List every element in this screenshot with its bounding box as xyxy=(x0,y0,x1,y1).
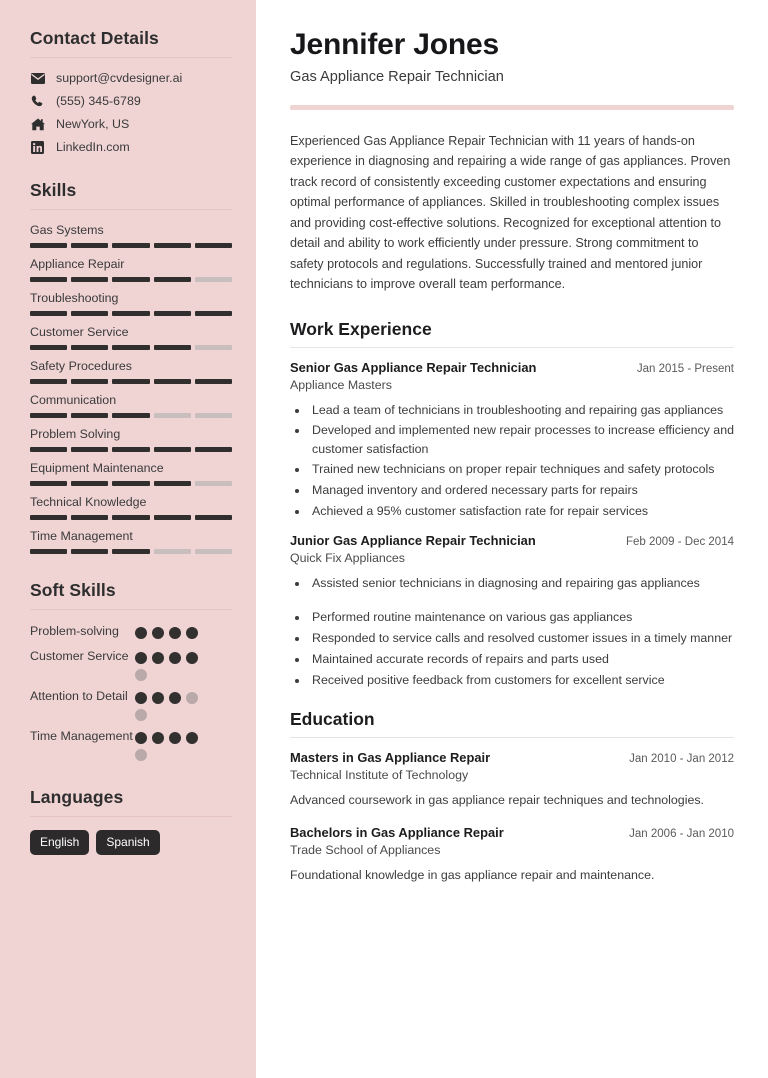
skill-level-segment xyxy=(195,447,232,452)
contact-row[interactable] xyxy=(30,117,232,131)
section-divider xyxy=(30,609,232,610)
skill-level-segment xyxy=(154,311,191,316)
skill-level-segment xyxy=(195,515,232,520)
rating-dot xyxy=(135,669,147,681)
work-bullet: • Achieved a 95% customer satisfaction rate for repair services xyxy=(309,502,734,520)
skill-level-segment xyxy=(71,277,108,282)
envelope-icon xyxy=(30,73,45,84)
skill-level-segment xyxy=(71,413,108,418)
soft-skill-name: Time Management xyxy=(30,728,133,743)
skill-item xyxy=(30,529,232,554)
soft-skill-item xyxy=(30,648,232,681)
skill-name: Technical Knowledge xyxy=(30,495,147,509)
contact-details-section xyxy=(30,28,232,154)
languages-list xyxy=(30,830,232,855)
skill-name: Problem Solving xyxy=(30,427,121,441)
rating-dot xyxy=(152,732,164,744)
skill-name: Equipment Maintenance xyxy=(30,461,164,475)
skill-level-segment xyxy=(195,481,232,486)
skill-level-segment xyxy=(112,481,149,486)
work-bullet: • Assisted senior technicians in diagnosing and repairing gas appliances xyxy=(309,574,734,592)
accent-divider xyxy=(290,105,734,110)
rating-dot xyxy=(186,732,198,744)
education-entry-header xyxy=(290,825,734,840)
work-bullet: • Managed inventory and ordered necessary parts for repairs xyxy=(309,481,734,499)
job-title: Gas Appliance Repair Technician xyxy=(290,68,504,85)
skill-level-bar xyxy=(30,379,232,384)
home-icon xyxy=(30,118,45,131)
section-divider xyxy=(30,816,232,817)
skill-level-segment xyxy=(154,243,191,248)
skill-level-segment xyxy=(71,549,108,554)
skill-item xyxy=(30,359,232,384)
skill-level-segment xyxy=(112,277,149,282)
rating-dot xyxy=(169,652,181,664)
section-divider xyxy=(30,209,232,210)
skill-level-segment xyxy=(112,379,149,384)
skill-name: Time Management xyxy=(30,529,133,543)
contact-value: (555) 345-6789 xyxy=(56,94,141,108)
skills-section xyxy=(30,180,232,554)
soft-skills-heading: Soft Skills xyxy=(30,580,116,600)
skill-level-segment xyxy=(71,515,108,520)
skill-level-segment xyxy=(30,243,67,248)
rating-dot xyxy=(152,652,164,664)
skill-item xyxy=(30,427,232,452)
work-bullet: • Developed and implemented new repair processes to increase efficiency and customer satisfaction xyxy=(309,421,734,457)
skill-level-bar xyxy=(30,447,232,452)
skill-level-segment xyxy=(112,515,149,520)
skills-list xyxy=(30,223,232,554)
skill-level-segment xyxy=(30,447,67,452)
work-entry-company: Quick Fix Appliances xyxy=(290,551,406,566)
work-entry-header xyxy=(290,360,734,375)
rating-dot xyxy=(169,732,181,744)
rating-dot xyxy=(135,692,147,704)
contact-row[interactable] xyxy=(30,71,232,85)
rating-dot xyxy=(135,709,147,721)
rating-dot xyxy=(135,627,147,639)
skill-level-segment xyxy=(112,413,149,418)
skill-item xyxy=(30,257,232,282)
work-entry-dates: Feb 2009 - Dec 2014 xyxy=(625,536,734,549)
skill-level-bar xyxy=(30,345,232,350)
skill-level-segment xyxy=(30,515,67,520)
section-divider xyxy=(290,347,734,348)
skill-item xyxy=(30,291,232,316)
skill-level-segment xyxy=(154,413,191,418)
soft-skill-rating xyxy=(135,688,211,721)
skill-item xyxy=(30,325,232,350)
skill-level-segment xyxy=(154,277,191,282)
rating-dot xyxy=(152,692,164,704)
sidebar xyxy=(0,0,256,1078)
skill-level-segment xyxy=(195,413,232,418)
work-bullet: • Responded to service calls and resolved customer issues in a timely manner xyxy=(309,629,734,647)
rating-dot xyxy=(169,692,181,704)
education-degree: Bachelors in Gas Appliance Repair xyxy=(290,825,504,841)
work-entry xyxy=(290,360,734,520)
education-school: Trade School of Appliances xyxy=(290,843,441,858)
work-entry-bullets xyxy=(309,401,734,520)
bullet-spacer xyxy=(309,595,734,606)
soft-skill-rating xyxy=(135,648,211,681)
soft-skill-name: Attention to Detail xyxy=(30,688,128,703)
education-entry-header xyxy=(290,750,734,765)
soft-skill-item xyxy=(30,728,232,761)
work-bullet: • Performed routine maintenance on various gas appliances xyxy=(309,608,734,626)
education-description: Foundational knowledge in gas appliance repair and maintenance. xyxy=(290,868,655,883)
skill-level-segment xyxy=(195,549,232,554)
languages-heading: Languages xyxy=(30,786,124,807)
skill-level-segment xyxy=(71,243,108,248)
skill-level-bar xyxy=(30,413,232,418)
soft-skill-rating xyxy=(135,623,211,639)
skill-name: Troubleshooting xyxy=(30,291,119,305)
skill-name: Gas Systems xyxy=(30,223,104,237)
skills-heading: Skills xyxy=(30,180,77,200)
skill-item xyxy=(30,495,232,520)
soft-skills-list xyxy=(30,623,232,761)
soft-skill-name: Problem-solving xyxy=(30,624,119,638)
skill-level-segment xyxy=(71,345,108,350)
skill-level-bar xyxy=(30,311,232,316)
contact-details-heading: Contact Details xyxy=(30,28,159,48)
professional-summary: Experienced Gas Appliance Repair Technician with 11 years of hands-on experience in diagnosing and repairing a wide range of gas appliances. Proven track record of consistently exceeding customer expectations and ensuring optimal performance of appliances. Skilled in troubleshooting complex issues and providing cost-effective solutions. Recognized for exceptional attention to detail and ability to work efficiently under pressure. Strong commitment to safety protocols and regulations. Successfully trained and mentored junior technicians to improve overall team performance. xyxy=(290,133,731,292)
skill-level-segment xyxy=(112,549,149,554)
soft-skill-item xyxy=(30,688,232,721)
skill-level-segment xyxy=(154,345,191,350)
education-dates: Jan 2006 - Jan 2010 xyxy=(629,828,734,841)
skill-level-bar xyxy=(30,515,232,520)
education-description: Advanced coursework in gas appliance repair techniques and technologies. xyxy=(290,792,704,807)
languages-section xyxy=(30,787,232,855)
work-entry xyxy=(290,533,734,689)
soft-skills-section xyxy=(30,580,232,761)
contact-value: support@cvdesigner.ai xyxy=(56,71,183,85)
section-divider xyxy=(290,737,734,738)
work-entry-role: Senior Gas Appliance Repair Technician xyxy=(290,359,537,375)
education-entry xyxy=(290,750,734,810)
rating-dot xyxy=(135,732,147,744)
language-badge: English xyxy=(30,830,89,855)
language-badge: Spanish xyxy=(96,830,159,855)
work-entry-dates: Jan 2015 - Present xyxy=(636,362,734,375)
skill-level-segment xyxy=(195,379,232,384)
skill-level-segment xyxy=(112,311,149,316)
skill-level-segment xyxy=(154,379,191,384)
skill-level-bar xyxy=(30,277,232,282)
work-entry-bullets xyxy=(309,574,734,689)
education-heading: Education xyxy=(290,708,375,729)
work-experience-section xyxy=(290,319,734,689)
skill-level-segment xyxy=(195,277,232,282)
work-experience-heading: Work Experience xyxy=(290,318,432,339)
contact-value: NewYork, US xyxy=(56,117,130,131)
education-entry xyxy=(290,825,734,885)
soft-skill-rating xyxy=(135,728,211,761)
skill-name: Communication xyxy=(30,393,117,407)
work-bullet: • Lead a team of technicians in troubleshooting and repairing gas appliances xyxy=(309,401,734,419)
work-bullet: • Received positive feedback from customers for excellent service xyxy=(309,671,734,689)
skill-level-segment xyxy=(154,549,191,554)
rating-dot xyxy=(169,627,181,639)
work-bullet: • Maintained accurate records of repairs and parts used xyxy=(309,650,734,668)
skill-level-segment xyxy=(195,311,232,316)
work-entry-role: Junior Gas Appliance Repair Technician xyxy=(290,533,536,549)
skill-level-segment xyxy=(195,345,232,350)
skill-item xyxy=(30,223,232,248)
skill-level-segment xyxy=(30,549,67,554)
skill-level-segment xyxy=(154,515,191,520)
work-entry-list xyxy=(290,360,734,689)
skill-level-segment xyxy=(30,379,67,384)
work-entry-header xyxy=(290,533,734,548)
education-school: Technical Institute of Technology xyxy=(290,767,469,782)
phone-icon xyxy=(30,95,45,108)
skill-item xyxy=(30,461,232,486)
skill-name: Safety Procedures xyxy=(30,359,132,373)
education-degree: Masters in Gas Appliance Repair xyxy=(290,749,491,765)
main-content xyxy=(256,0,768,1078)
contact-row[interactable] xyxy=(30,94,232,108)
soft-skill-item xyxy=(30,623,232,641)
skill-level-bar xyxy=(30,481,232,486)
skill-level-segment xyxy=(30,311,67,316)
rating-dot xyxy=(135,749,147,761)
contact-list xyxy=(30,71,232,154)
skill-name: Appliance Repair xyxy=(30,257,125,271)
skill-level-segment xyxy=(30,481,67,486)
skill-item xyxy=(30,393,232,418)
work-bullet: • Trained new technicians on proper repair techniques and safety protocols xyxy=(309,460,734,478)
skill-level-bar xyxy=(30,549,232,554)
soft-skill-name: Customer Service xyxy=(30,648,129,663)
skill-level-segment xyxy=(154,481,191,486)
page-title: Jennifer Jones xyxy=(290,28,499,61)
skill-level-segment xyxy=(112,243,149,248)
education-entry-list xyxy=(290,750,734,885)
contact-value: LinkedIn.com xyxy=(56,140,130,154)
rating-dot xyxy=(135,652,147,664)
skill-level-segment xyxy=(195,243,232,248)
rating-dot xyxy=(186,627,198,639)
work-entry-company: Appliance Masters xyxy=(290,377,392,392)
skill-level-bar xyxy=(30,243,232,248)
skill-level-segment xyxy=(30,345,67,350)
contact-row[interactable] xyxy=(30,140,232,154)
skill-level-segment xyxy=(71,447,108,452)
linkedin-icon xyxy=(30,141,45,154)
skill-level-segment xyxy=(112,447,149,452)
rating-dot xyxy=(186,652,198,664)
section-divider xyxy=(30,57,232,58)
skill-level-segment xyxy=(71,379,108,384)
skill-level-segment xyxy=(30,413,67,418)
skill-name: Customer Service xyxy=(30,325,129,339)
education-dates: Jan 2010 - Jan 2012 xyxy=(629,752,734,765)
skill-level-segment xyxy=(71,311,108,316)
skill-level-segment xyxy=(30,277,67,282)
skill-level-segment xyxy=(154,447,191,452)
rating-dot xyxy=(186,692,198,704)
rating-dot xyxy=(152,627,164,639)
skill-level-segment xyxy=(71,481,108,486)
education-section xyxy=(290,709,734,885)
skill-level-segment xyxy=(112,345,149,350)
